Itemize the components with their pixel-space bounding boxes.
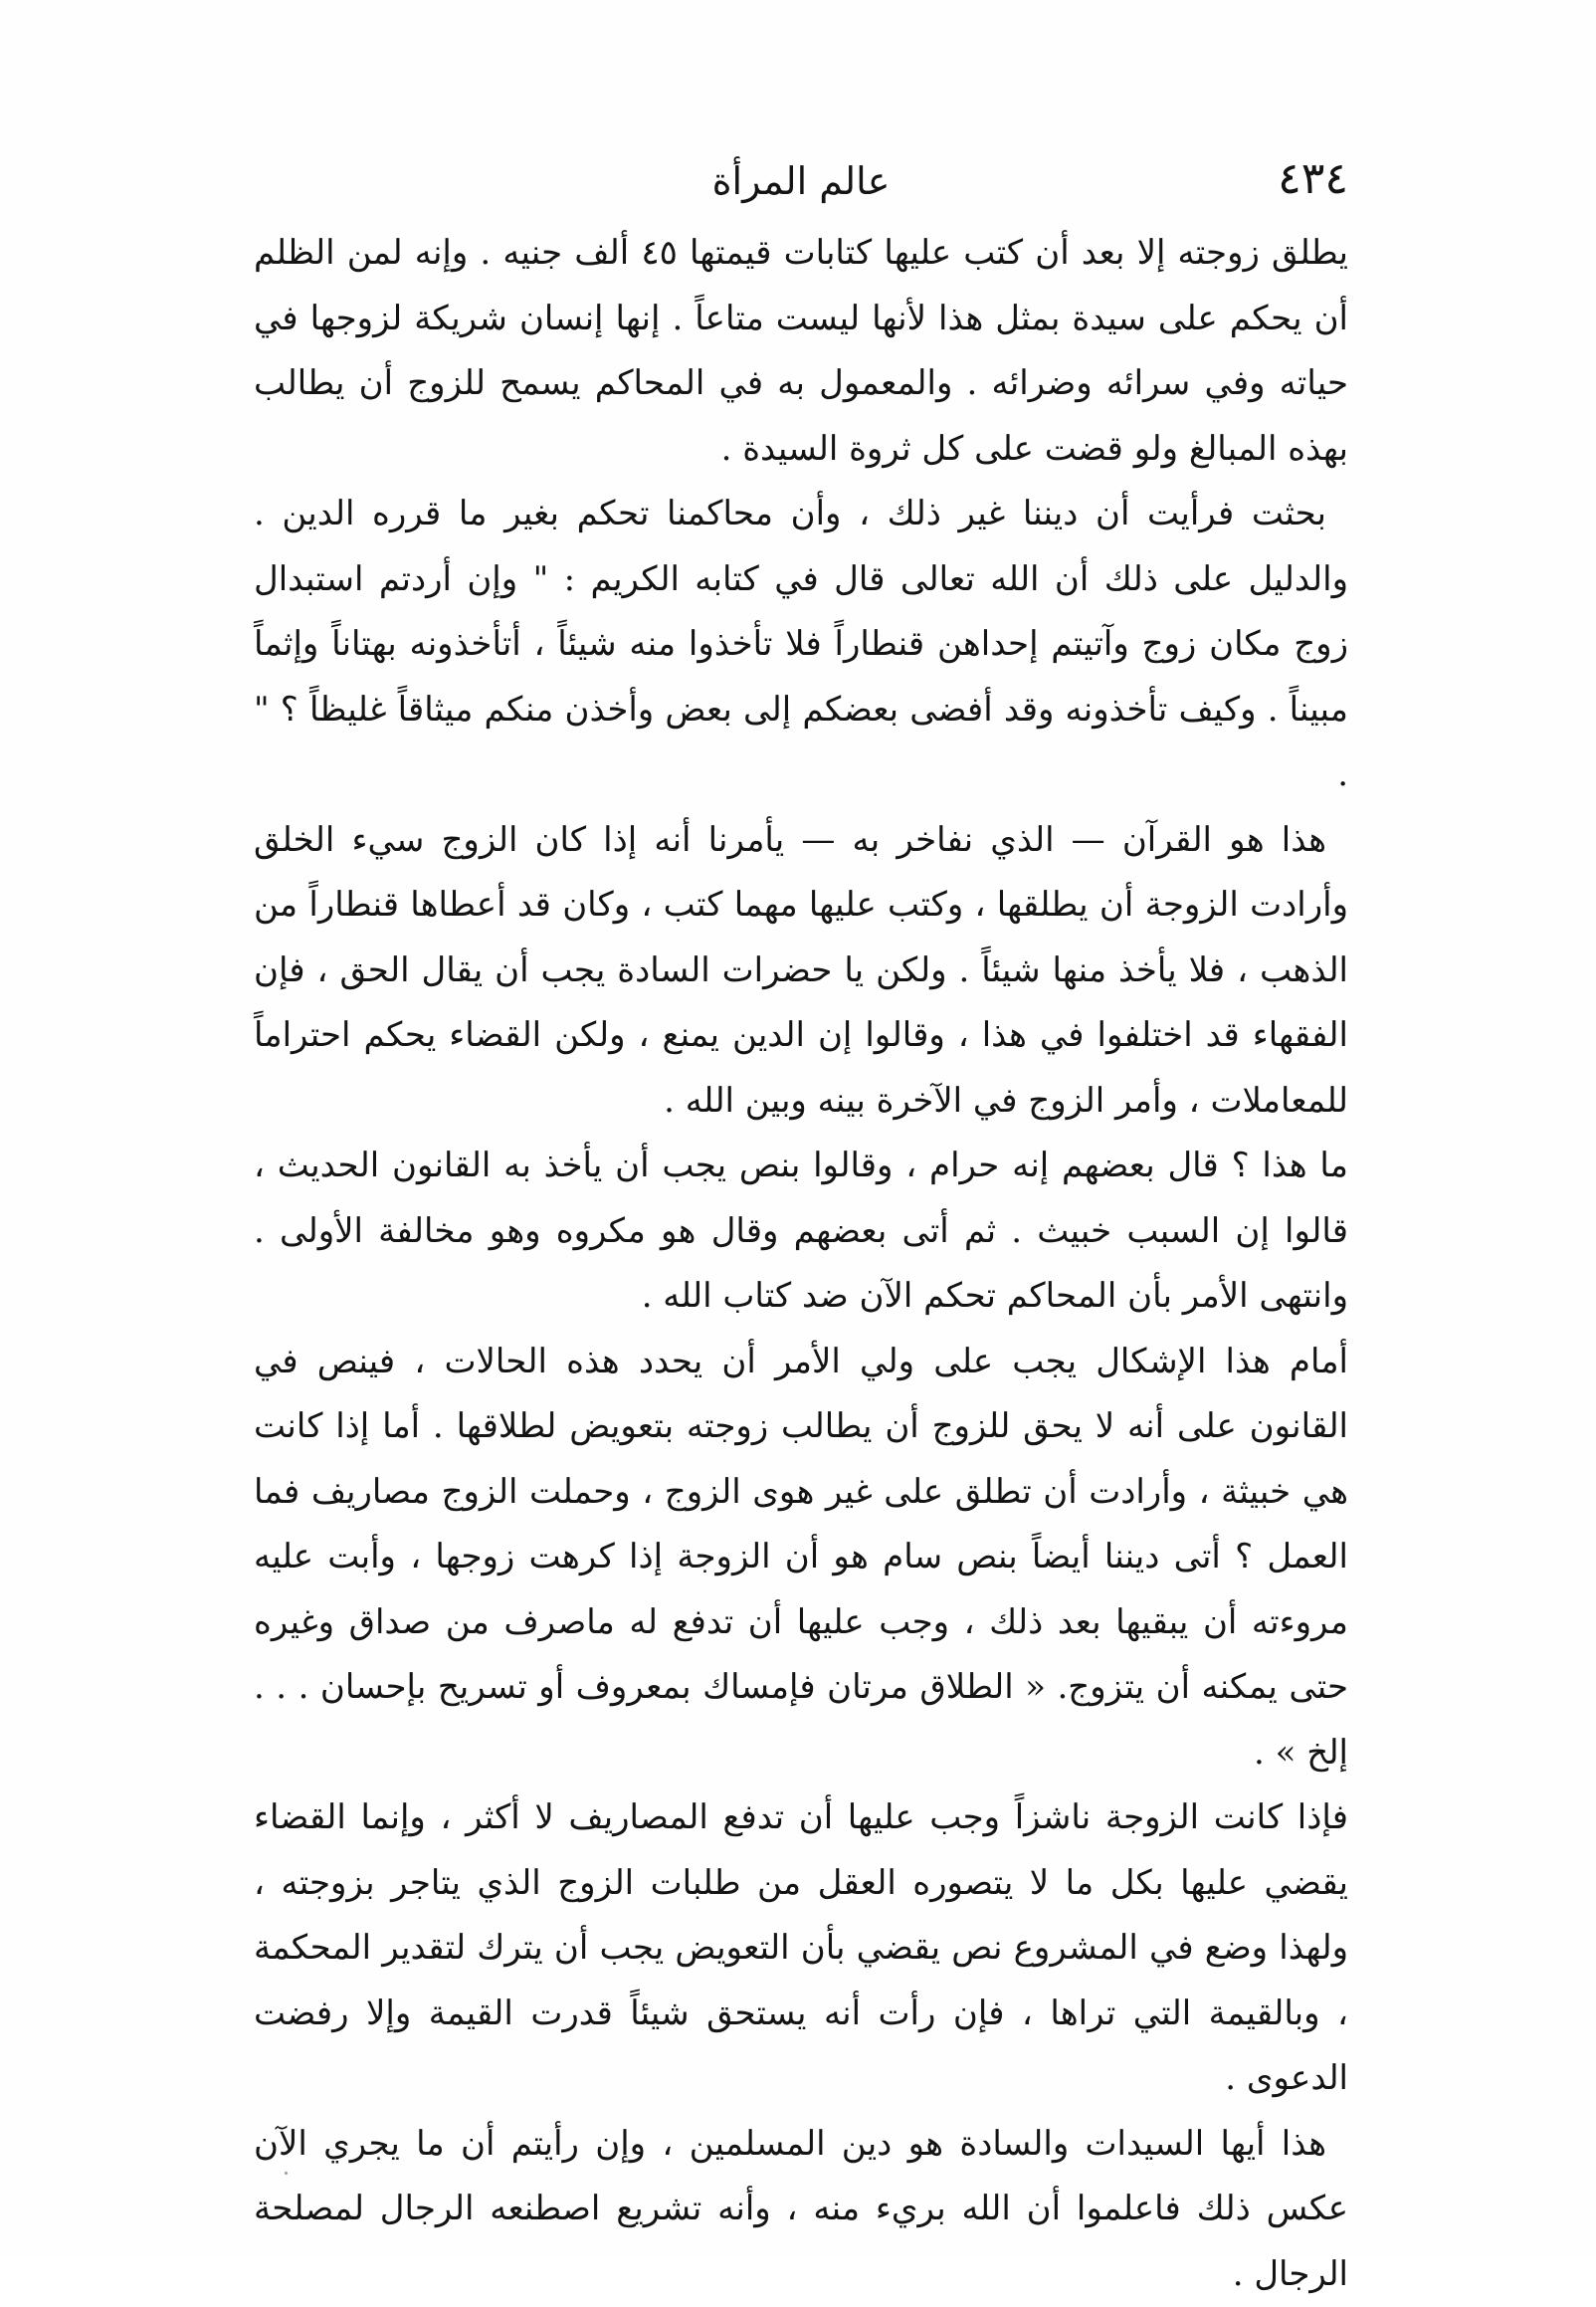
paragraph: يطلق زوجته إلا بعد أن كتب عليها كتابات قيمتها ٤٥ ألف جنيه . وإنه لمن الظلم أن يحكم على سيدة بمثل هذا لأنها ليست متاعاً . إنها إنسان شريكة لزوجها في حياته وفي سرائه وضرائه . والمعمول به في المحاكم يسمح للزوج أن يطالب بهذه المبالغ ولو قضت على كل ثروة السيدة .: [254, 221, 1348, 482]
paragraph: أمام هذا الإشكال يجب على ولي الأمر أن يحدد هذه الحالات ، فينص في القانون على أنه لا يحق للزوج أن يطالب زوجته بتعويض لطلاقها . أما إذا كانت هي خبيثة ، وأرادت أن تطلق على غير هوى الزوج ، وحملت الزوج مصاريف فما العمل ؟ أتى ديننا أيضاً بنص سام هو أن الزوجة إذا كرهت زوجها ، وأبت عليه مروءته أن يبقيها بعد ذلك ، وجب عليها أن تدفع له ماصرف من صداق وغيره حتى يمكنه أن يتزوج. « الطلاق مرتان فإمساك بمعروف أو تسريح بإحسان . . . إلخ » .: [254, 1330, 1348, 1786]
page-number: ٤٣٤: [1278, 149, 1348, 209]
page-header: [254, 149, 1348, 209]
body-text: [254, 221, 1348, 2307]
paragraph: ما هذا ؟ قال بعضهم إنه حرام ، وقالوا بنص يجب أن يأخذ به القانون الحديث ، قالوا إن السبب خبيث . ثم أتى بعضهم وقال هو مكروه وهو مخالفة الأولى . وانتهى الأمر بأن المحاكم تحكم الآن ضد كتاب الله .: [254, 1134, 1348, 1330]
paragraph: هذا هو القرآن — الذي نفاخر به — يأمرنا أنه إذا كان الزوج سيء الخلق وأرادت الزوجة أن يطلقها ، وكتب عليها مهما كتب ، وكان قد أعطاها قنطاراً من الذهب ، فلا يأخذ منها شيئاً . ولكن يا حضرات السادة يجب أن يقال الحق ، فإن الفقهاء قد اختلفوا في هذا ، وقالوا إن الدين يمنع ، ولكن القضاء يحكم احتراماً للمعاملات ، وأمر الزوج في الآخرة بينه وبين الله .: [254, 808, 1348, 1135]
paragraph: هذا أيها السيدات والسادة هو دين المسلمين ، وإن رأيتم أن ما يجري الآن عكس ذلك فاعلموا أن الله بريء منه ، وأنه تشريع اصطنعه الرجال لمصلحة الرجال .: [254, 2112, 1348, 2307]
running-title: عالم المرأة: [254, 153, 1348, 209]
scan-speck: [285, 2172, 288, 2175]
paragraph: بحثت فرأيت أن ديننا غير ذلك ، وأن محاكمنا تحكم بغير ما قرره الدين . والدليل على ذلك أن الله تعالى قال في كتابه الكريم : " وإن أردتم استبدال زوج مكان زوج وآتيتم إحداهن قنطاراً فلا تأخذوا منه شيئاً ، أتأخذونه بهتاناً وإثماً مبيناً . وكيف تأخذونه وقد أفضى بعضكم إلى بعض وأخذن منكم ميثاقاً غليظاً ؟ " .: [254, 482, 1348, 808]
paragraph: فإذا كانت الزوجة ناشزاً وجب عليها أن تدفع المصاريف لا أكثر ، وإنما القضاء يقضي عليها بكل ما لا يتصوره العقل من طلبات الزوج الذي يتاجر بزوجته ، ولهذا وضع في المشروع نص يقضي بأن التعويض يجب أن يترك لتقدير المحكمة ، وبالقيمة التي تراها ، فإن رأت أنه يستحق شيئاً قدرت القيمة وإلا رفضت الدعوى .: [254, 1785, 1348, 2112]
